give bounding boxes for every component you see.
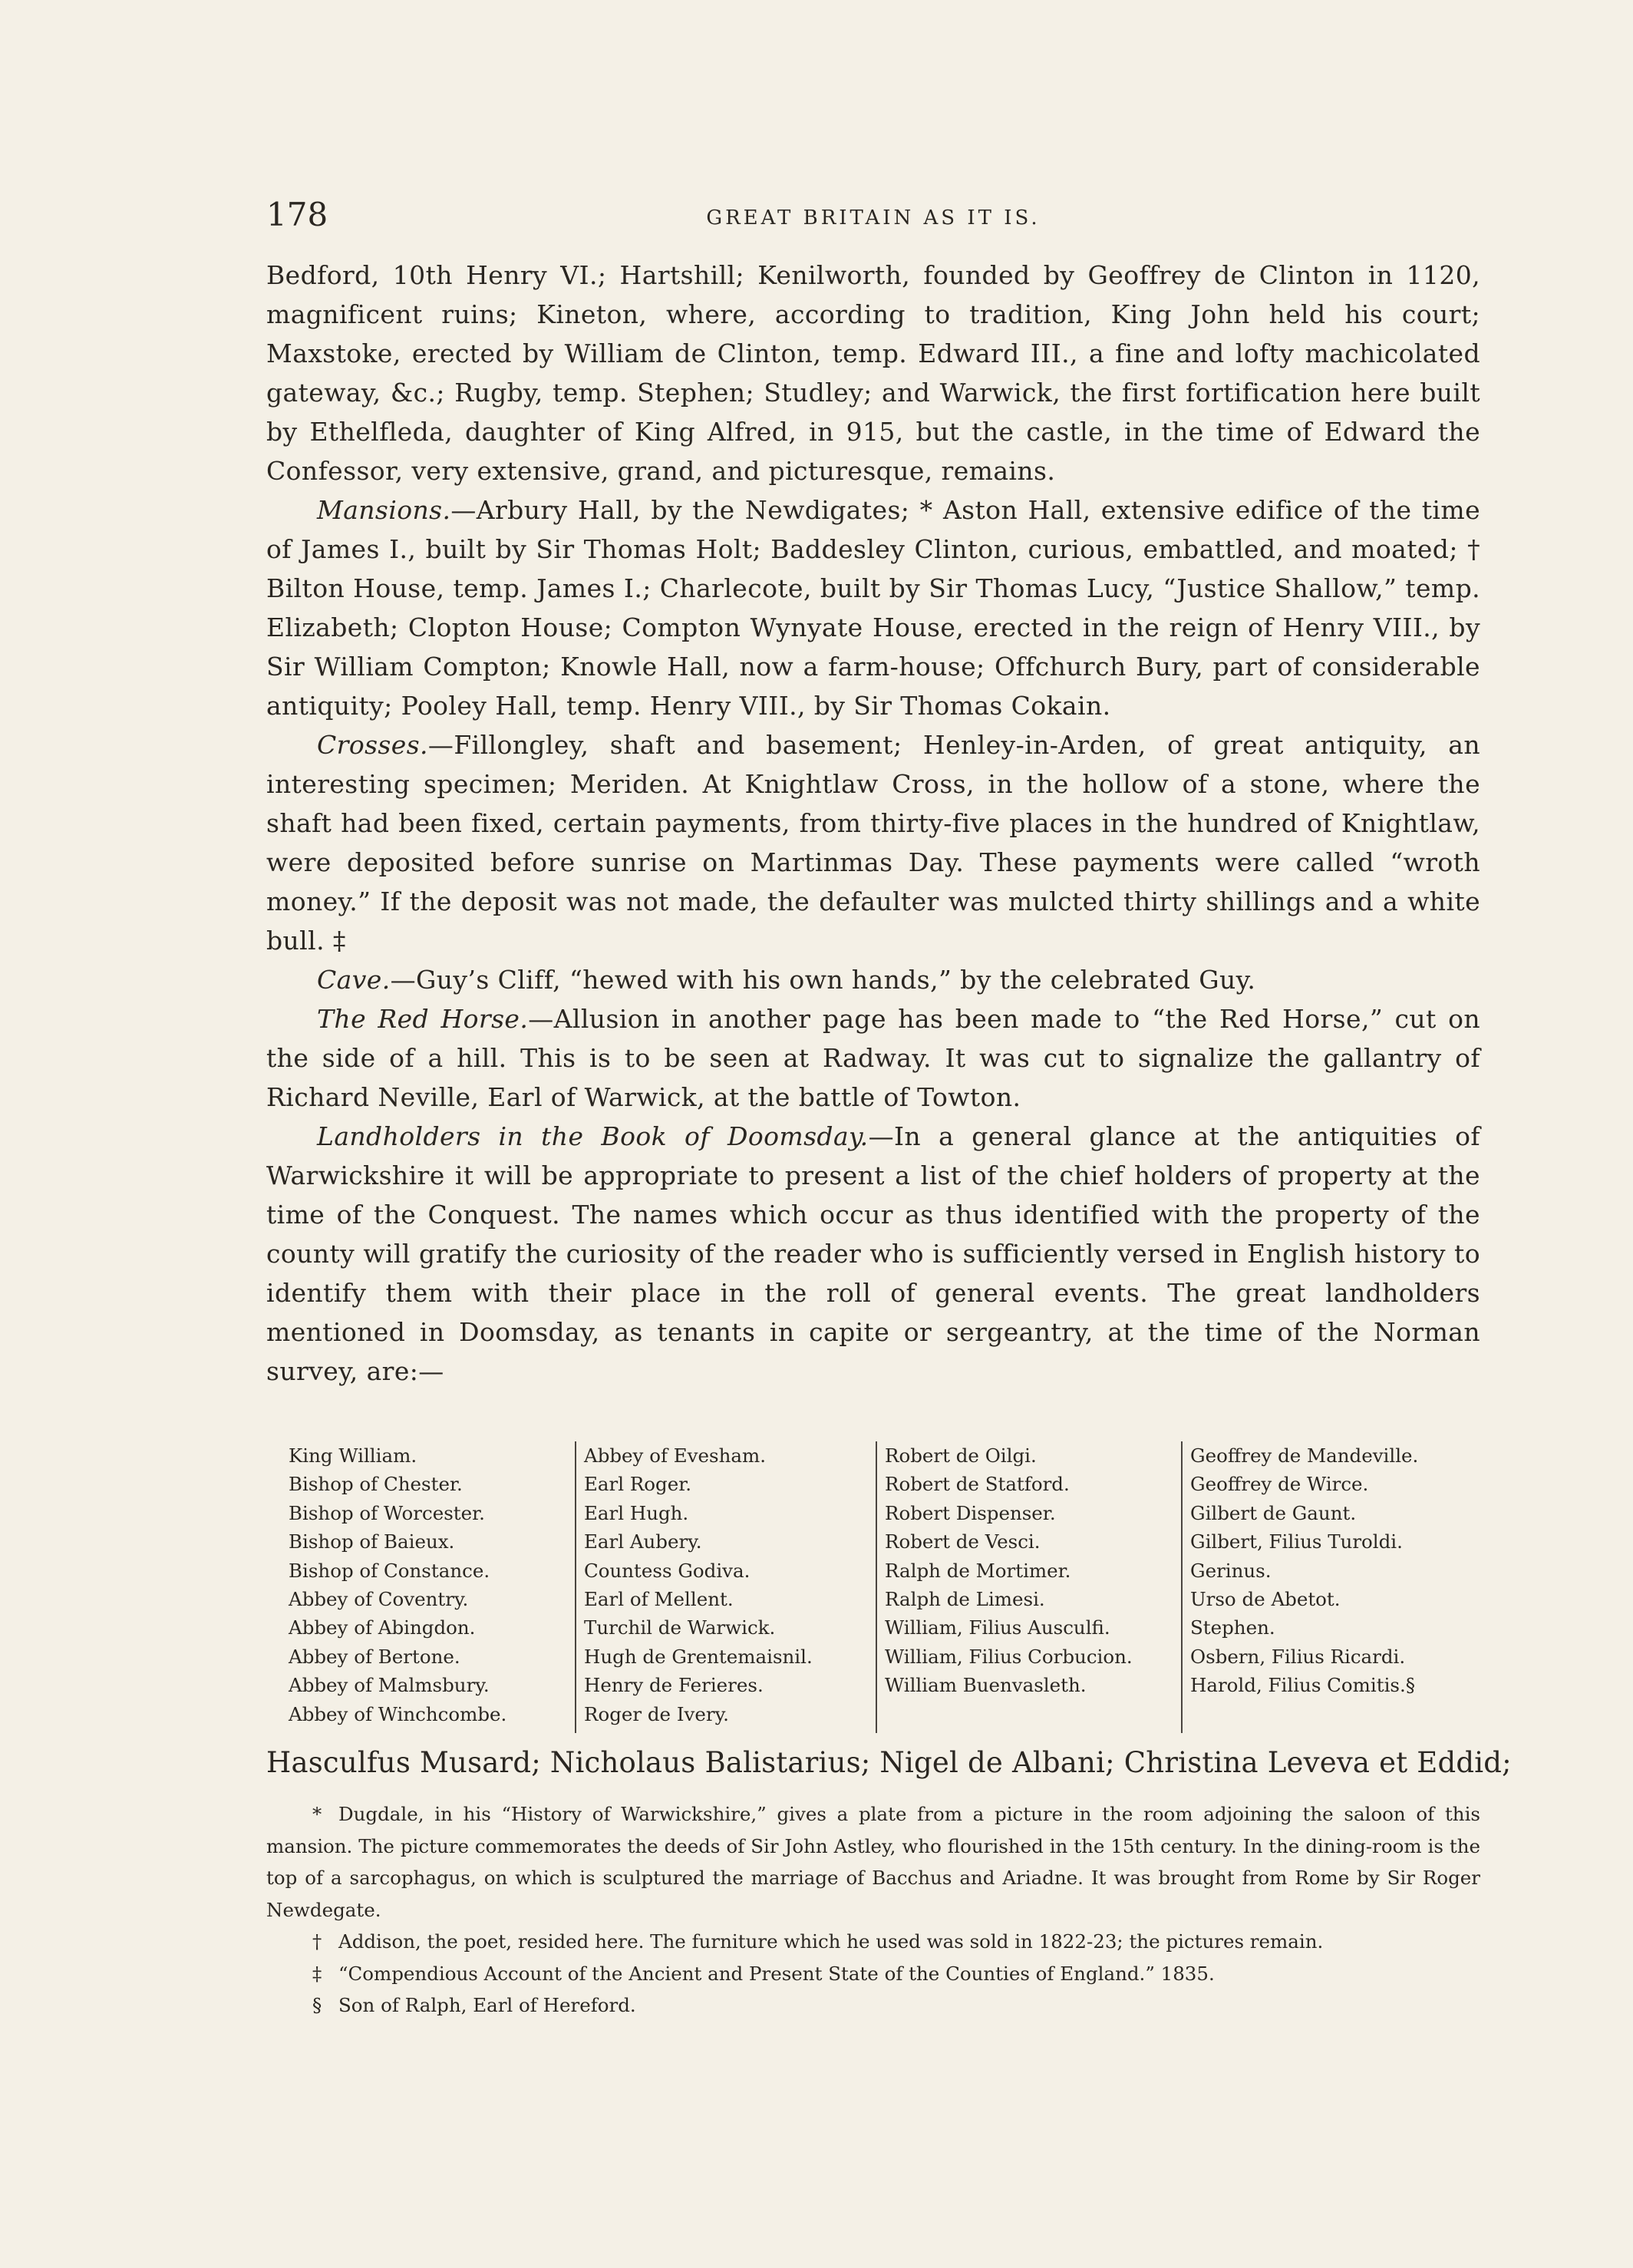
list-item: Robert de Statford.: [885, 1473, 1070, 1496]
body-text: [266, 256, 1480, 1391]
list-item: Bishop of Worcester.: [289, 1501, 485, 1524]
footnote-1-text: Dugdale, in his “History of Warwickshire,” gives a plate from a picture in the room adjoining the saloon of this mansion. The picture commemorates the deeds of Sir John Astley, who flourished in the 15th century. In the dining-room is the top of a sarcophagus, on which is sculptured the marriage of Bacchus and Ariadne. It was brought from Rome by Sir Roger Newdegate.: [266, 1803, 1480, 1921]
list-item: Geoffrey de Mandeville.: [1190, 1444, 1419, 1467]
red-horse-heading: The Red Horse.: [317, 1004, 529, 1034]
footnotes: [266, 1798, 1480, 2022]
footnote-3: [266, 1958, 1480, 1990]
list-item: King William.: [289, 1444, 417, 1467]
landholders-column-3: [876, 1441, 1176, 1733]
cave-heading: Cave.: [317, 965, 391, 995]
paragraph-crosses: [266, 725, 1480, 960]
list-item: Geoffrey de Wirce.: [1190, 1473, 1369, 1496]
list-item: Ralph de Limesi.: [885, 1588, 1045, 1611]
list-item: William, Filius Corbucion.: [885, 1645, 1133, 1668]
landholders-column-4: [1181, 1441, 1476, 1733]
paragraph-red-horse: [266, 999, 1480, 1117]
asterisk-mark: *: [312, 1803, 322, 1825]
landholders-list: [289, 1441, 1467, 1733]
list-item: Abbey of Malmsbury.: [289, 1674, 490, 1697]
list-item: Robert de Oilgi.: [885, 1444, 1037, 1467]
landholders-column-2: [575, 1441, 891, 1733]
paragraph-castles: Bedford, 10th Henry VI.; Hartshill; Kenilworth, founded by Geoffrey de Clinton in 1120, magnificent ruins; Kineton, where, according to tradition, King John held his court; Maxstoke, erected by William de Clinton, temp. Edward III., a fine and lofty machicolated gateway, &c.; Rugby, temp. Stephen; Studley; and Warwick, the first fortification here built by Ethelfleda, daughter of King Alfred, in 915, but the castle, in the time of Edward the Confessor, very extensive, grand, and picturesque, remains.: [266, 260, 1480, 486]
list-item: William, Filius Ausculfi.: [885, 1616, 1110, 1639]
mansions-heading: Mansions.: [317, 495, 451, 525]
list-item: Hugh de Grentemaisnil.: [584, 1645, 813, 1668]
list-item: Stephen.: [1190, 1616, 1275, 1639]
list-item: Osbern, Filius Ricardi.: [1190, 1645, 1406, 1668]
red-horse-text: —Allusion in another page has been made to “the Red Horse,” cut on the side of a hill. This is to be seen at Radway. It was cut to signalize the gallantry of Richard Neville, Earl of Warwick, at the battle of Towton.: [266, 1004, 1480, 1112]
footnote-1: [266, 1798, 1480, 1926]
list-item: Gilbert de Gaunt.: [1190, 1501, 1357, 1524]
page-number: 178: [266, 196, 328, 233]
footnote-4: [266, 1989, 1480, 2022]
list-item: Henry de Ferieres.: [584, 1674, 764, 1697]
dagger-mark: †: [312, 1930, 322, 1953]
paragraph-cave: [266, 960, 1480, 999]
mansions-text: —Arbury Hall, by the Newdigates; * Aston Hall, extensive edifice of the time of James I., built by Sir Thomas Holt; Baddesley Clinton, curious, embattled, and moated; † Bilton House, temp. James I.; Charlecote, built by Sir Thomas Lucy, “Justice Shallow,” temp. Elizabeth; Clopton House; Compton Wynyate House, erected in the reign of Henry VIII., by Sir William Compton; Knowle Hall, now a farm-house; Offchurch Bury, part of considerable antiquity; Pooley Hall, temp. Henry VIII., by Sir Thomas Cokain.: [266, 495, 1480, 721]
double-dagger-mark: ‡: [312, 1962, 322, 1985]
list-item: Earl Hugh.: [584, 1501, 689, 1524]
footnote-4-text: Son of Ralph, Earl of Hereford.: [338, 1994, 636, 2016]
landholders-text: —In a general glance at the antiquities of Warwickshire it will be appropriate to present a list of the chief holders of property at the time of the Conquest. The names which occur as thus identified with the property of the county will gratify the curiosity of the reader who is sufficiently versed in English history to identify them with their place in the roll of general events. The great landholders mentioned in Doomsday, as tenants in capite or sergeantry, at the time of the Norman survey, are:—: [266, 1121, 1481, 1386]
closing-line: Hasculfus Musard; Nicholaus Balistarius; Nigel de Albani; Christina Leveva et Eddid;: [266, 1746, 1512, 1779]
page-header: [266, 196, 1480, 242]
list-item: Bishop of Baieux.: [289, 1530, 455, 1553]
list-item: Earl of Mellent.: [584, 1588, 734, 1611]
list-item: Abbey of Abingdon.: [289, 1616, 476, 1639]
list-item: Abbey of Evesham.: [584, 1444, 766, 1467]
list-item: Roger de Ivery.: [584, 1702, 729, 1725]
list-item: Robert de Vesci.: [885, 1530, 1041, 1553]
list-item: Abbey of Coventry.: [289, 1588, 469, 1611]
list-item: Gerinus.: [1190, 1559, 1272, 1582]
footnote-2: [266, 1926, 1480, 1958]
list-item: Earl Roger.: [584, 1473, 692, 1496]
landholders-column-1: [289, 1441, 557, 1733]
list-item: Bishop of Chester.: [289, 1473, 463, 1496]
landholders-heading: Landholders in the Book of Doomsday.: [317, 1121, 869, 1151]
paragraph-landholders: [266, 1117, 1480, 1391]
list-item: Abbey of Winchcombe.: [289, 1702, 507, 1725]
list-item: Ralph de Mortimer.: [885, 1559, 1071, 1582]
running-title: GREAT BRITAIN AS IT IS.: [706, 206, 1041, 229]
footnote-2-text: Addison, the poet, resided here. The furniture which he used was sold in 1822-23; the pictures remain.: [338, 1930, 1324, 1953]
list-item: Bishop of Constance.: [289, 1559, 490, 1582]
list-item: William Buenvasleth.: [885, 1674, 1087, 1697]
cave-text: —Guy’s Cliff, “hewed with his own hands,” by the celebrated Guy.: [390, 965, 1256, 995]
list-item: Earl Aubery.: [584, 1530, 702, 1553]
list-item: Abbey of Bertone.: [289, 1645, 460, 1668]
list-item: Gilbert, Filius Turoldi.: [1190, 1530, 1403, 1553]
section-mark: §: [312, 1994, 322, 2016]
list-item: Countess Godiva.: [584, 1559, 751, 1582]
footnote-3-text: “Compendious Account of the Ancient and Present State of the Counties of England.” 1835.: [338, 1962, 1215, 1985]
paragraph-mansions: [266, 490, 1480, 725]
list-item: Robert Dispenser.: [885, 1501, 1056, 1524]
list-item: Harold, Filius Comitis.§: [1190, 1674, 1416, 1697]
list-item: Urso de Abetot.: [1190, 1588, 1341, 1611]
list-item: Turchil de Warwick.: [584, 1616, 776, 1639]
crosses-text: —Fillongley, shaft and basement; Henley-in-Arden, of great antiquity, an interesting specimen; Meriden. At Knightlaw Cross, in the hollow of a stone, where the shaft had been fixed, certain payments, from thirty-five places in the hundred of Knightlaw, were deposited before sunrise on Martinmas Day. These payments were called “wroth money.” If the deposit was not made, the defaulter was mulcted thirty shillings and a white bull. ‡: [266, 730, 1480, 956]
crosses-heading: Crosses.: [317, 730, 428, 760]
